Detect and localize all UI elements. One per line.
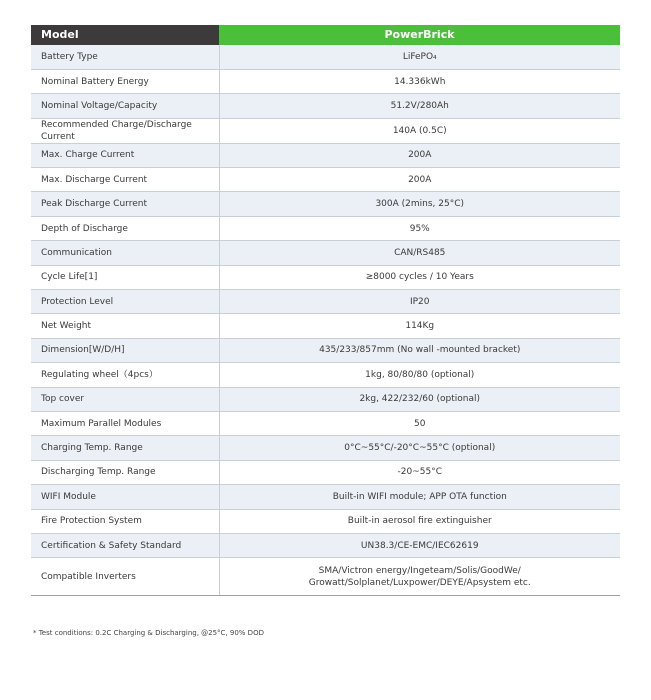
table-row bbox=[31, 168, 620, 192]
table-row bbox=[31, 45, 620, 69]
spec-label: Battery Type bbox=[31, 45, 219, 69]
table-row bbox=[31, 558, 620, 596]
spec-value: 51.2V/280Ah bbox=[219, 94, 620, 118]
table-row bbox=[31, 509, 620, 533]
value-line: Growatt/Solplanet/Luxpower/DEYE/Apsystem etc. bbox=[308, 577, 531, 588]
spec-value: -20~55°C bbox=[219, 460, 620, 484]
table-row bbox=[31, 436, 620, 460]
spec-label: Compatible Inverters bbox=[31, 558, 219, 596]
spec-value: Built-in WIFI module; APP OTA function bbox=[219, 485, 620, 509]
table-row bbox=[31, 533, 620, 557]
table-row bbox=[31, 387, 620, 411]
table-row bbox=[31, 118, 620, 143]
spec-label: WIFI Module bbox=[31, 485, 219, 509]
spec-value: 200A bbox=[219, 143, 620, 167]
table-row bbox=[31, 265, 620, 289]
table-row bbox=[31, 192, 620, 216]
table-row bbox=[31, 241, 620, 265]
product-name-header: PowerBrick bbox=[219, 25, 620, 45]
spec-value: 1kg, 80/80/80 (optional) bbox=[219, 363, 620, 387]
value-line: SMA/Victron energy/Ingeteam/Solis/GoodWe/ bbox=[318, 565, 521, 576]
spec-value: IP20 bbox=[219, 290, 620, 314]
model-header: Model bbox=[31, 25, 219, 45]
spec-value: CAN/RS485 bbox=[219, 241, 620, 265]
spec-label: Recommended Charge/Discharge Current bbox=[31, 118, 219, 143]
spec-label: Regulating wheel（4pcs） bbox=[31, 363, 219, 387]
table-row bbox=[31, 94, 620, 118]
spec-value: 95% bbox=[219, 216, 620, 240]
spec-label: Protection Level bbox=[31, 290, 219, 314]
footnote: * Test conditions: 0.2C Charging & Discharging, @25°C, 90% DOD bbox=[33, 629, 264, 637]
spec-value: LiFePO₄ bbox=[219, 45, 620, 69]
spec-label: Certification & Safety Standard bbox=[31, 533, 219, 557]
table-row bbox=[31, 143, 620, 167]
spec-value: 2kg, 422/232/60 (optional) bbox=[219, 387, 620, 411]
table-row bbox=[31, 485, 620, 509]
spec-label: Top cover bbox=[31, 387, 219, 411]
spec-value: ≥8000 cycles / 10 Years bbox=[219, 265, 620, 289]
spec-value: Built-in aerosol fire extinguisher bbox=[219, 509, 620, 533]
table-row bbox=[31, 290, 620, 314]
spec-value: 114Kg bbox=[219, 314, 620, 338]
spec-label: Nominal Battery Energy bbox=[31, 69, 219, 93]
spec-label: Nominal Voltage/Capacity bbox=[31, 94, 219, 118]
spec-label: Discharging Temp. Range bbox=[31, 460, 219, 484]
table-row bbox=[31, 69, 620, 93]
spec-table bbox=[31, 25, 620, 596]
spec-value: 435/233/857mm (No wall -mounted bracket) bbox=[219, 338, 620, 362]
spec-value: 14.336kWh bbox=[219, 69, 620, 93]
spec-label: Dimension[W/D/H] bbox=[31, 338, 219, 362]
spec-value: 0°C~55°C/-20°C~55°C (optional) bbox=[219, 436, 620, 460]
spec-label: Max. Charge Current bbox=[31, 143, 219, 167]
table-row bbox=[31, 216, 620, 240]
spec-label: Charging Temp. Range bbox=[31, 436, 219, 460]
spec-label: Peak Discharge Current bbox=[31, 192, 219, 216]
spec-value: 140A (0.5C) bbox=[219, 118, 620, 143]
table-header-row bbox=[31, 25, 620, 45]
spec-value: 200A bbox=[219, 168, 620, 192]
table-row bbox=[31, 338, 620, 362]
spec-value: UN38.3/CE-EMC/IEC62619 bbox=[219, 533, 620, 557]
table-row bbox=[31, 314, 620, 338]
spec-label: Fire Protection System bbox=[31, 509, 219, 533]
spec-label: Max. Discharge Current bbox=[31, 168, 219, 192]
table-row bbox=[31, 411, 620, 435]
table-row bbox=[31, 460, 620, 484]
spec-value bbox=[219, 558, 620, 596]
spec-label: Depth of Discharge bbox=[31, 216, 219, 240]
spec-value: 50 bbox=[219, 411, 620, 435]
spec-value: 300A (2mins, 25°C) bbox=[219, 192, 620, 216]
spec-label: Communication bbox=[31, 241, 219, 265]
spec-label: Maximum Parallel Modules bbox=[31, 411, 219, 435]
table-row bbox=[31, 363, 620, 387]
spec-label: Cycle Life[1] bbox=[31, 265, 219, 289]
spec-label: Net Weight bbox=[31, 314, 219, 338]
